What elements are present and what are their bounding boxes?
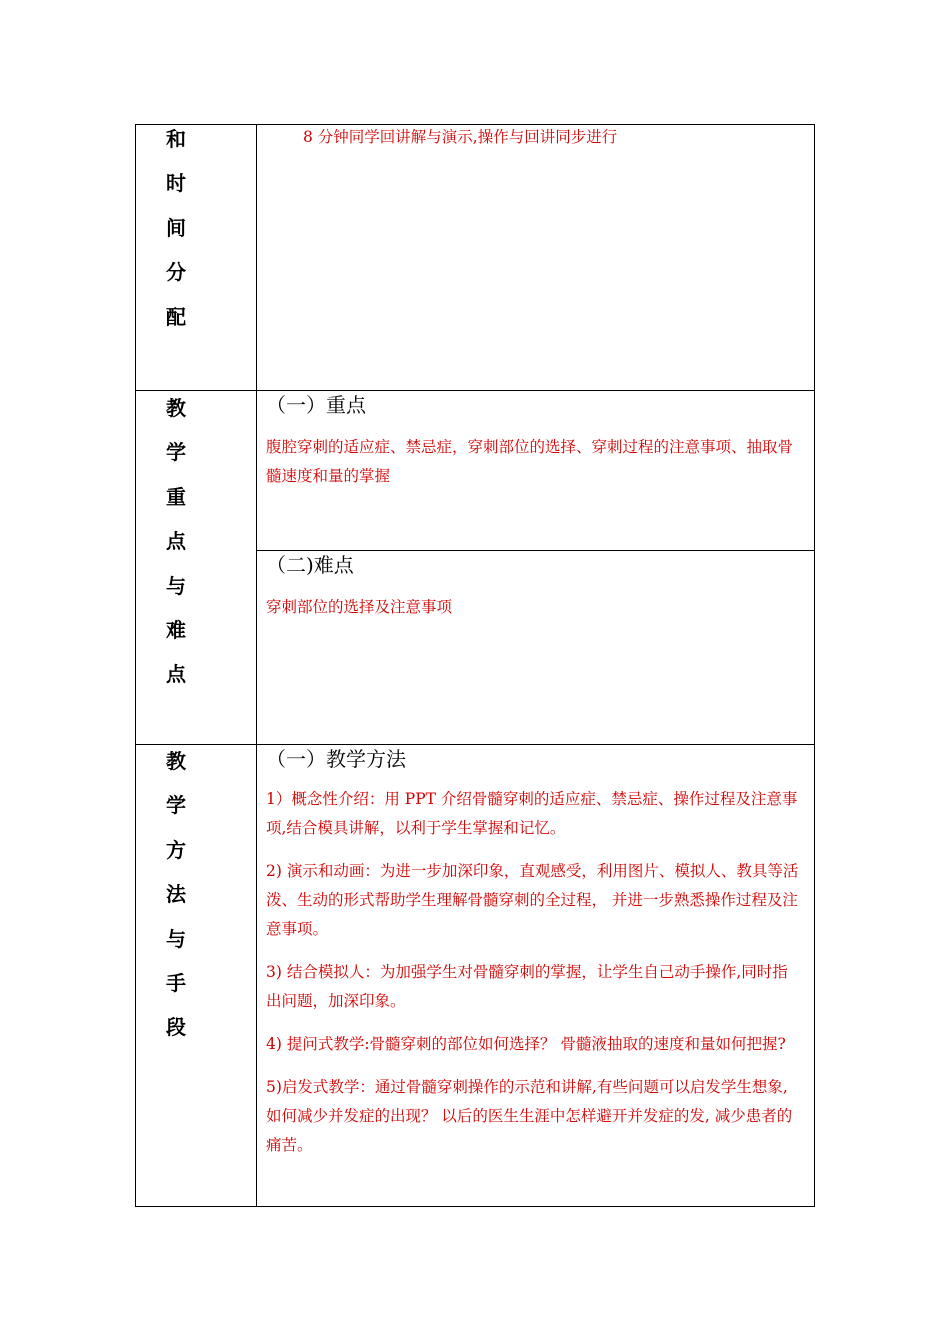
label-char: 学 (166, 793, 186, 818)
label-char: 时 (166, 171, 186, 196)
time-allocation-row (136, 125, 815, 391)
label-char: 与 (166, 573, 186, 598)
key-difficult-label-cell (136, 391, 257, 745)
label-char: 间 (166, 215, 186, 240)
label-char: 法 (166, 882, 186, 907)
teaching-methods-heading: （一）教学方法 (266, 747, 406, 771)
label-char: 段 (166, 1015, 186, 1040)
time-allocation-label-cell (136, 125, 257, 391)
difficult-points-heading: （二)难点 (266, 553, 354, 577)
time-allocation-label (136, 125, 256, 347)
label-char: 方 (166, 837, 186, 862)
teaching-methods-row (136, 745, 815, 1207)
difficult-points-cell (257, 551, 815, 745)
label-char: 重 (166, 484, 186, 509)
label-char: 手 (166, 970, 186, 995)
key-difficult-label (136, 391, 256, 705)
label-char: 分 (166, 260, 186, 285)
teaching-methods-label (136, 745, 256, 1058)
label-char: 和 (166, 127, 186, 151)
label-char: 难 (166, 617, 186, 642)
label-char: 教 (166, 396, 186, 420)
lesson-plan-table (135, 124, 815, 1207)
key-points-cell (257, 391, 815, 551)
label-char: 学 (166, 440, 186, 465)
time-allocation-text: 8 分钟同学回讲解与演示,操作与回讲同步进行 (303, 128, 618, 146)
label-char: 与 (166, 926, 186, 951)
teaching-methods-label-cell (136, 745, 257, 1207)
teaching-methods-cell (257, 745, 815, 1207)
label-char: 配 (166, 304, 186, 329)
method-item: 1）概念性介绍：用 PPT 介绍骨髓穿刺的适应症、禁忌症、操作过程及注意事项,结合模具讲解，以利于学生掌握和记忆。 (266, 790, 798, 837)
method-item: 5)启发式教学：通过骨髓穿刺操作的示范和讲解,有些问题可以启发学生想象,如何减少并发症的出现？ 以后的医生生涯中怎样避开并发症的发, 减少患者的痛苦。 (266, 1078, 793, 1154)
key-points-row (136, 391, 815, 551)
method-item: 3) 结合模拟人：为加强学生对骨髓穿刺的掌握，让学生自己动手操作,同时指出问题，加深印象。 (266, 963, 788, 1010)
label-char: 教 (166, 749, 186, 773)
difficult-points-text: 穿刺部位的选择及注意事项 (266, 598, 453, 616)
label-char: 点 (166, 529, 186, 554)
key-points-text: 腹腔穿刺的适应症、禁忌症，穿刺部位的选择、穿刺过程的注意事项、抽取骨髓速度和量的掌握 (266, 438, 794, 485)
label-char: 点 (166, 662, 186, 687)
method-item: 2) 演示和动画：为进一步加深印象，直观感受，利用图片、模拟人、教具等活泼、生动的形式帮助学生理解骨髓穿刺的全过程， 并进一步熟悉操作过程及注意事项。 (266, 862, 799, 938)
key-points-heading: （一）重点 (266, 393, 366, 417)
method-item: 4) 提问式教学:骨髓穿刺的部位如何选择？ 骨髓液抽取的速度和量如何把握? (266, 1035, 786, 1053)
time-allocation-content-cell (257, 125, 815, 391)
